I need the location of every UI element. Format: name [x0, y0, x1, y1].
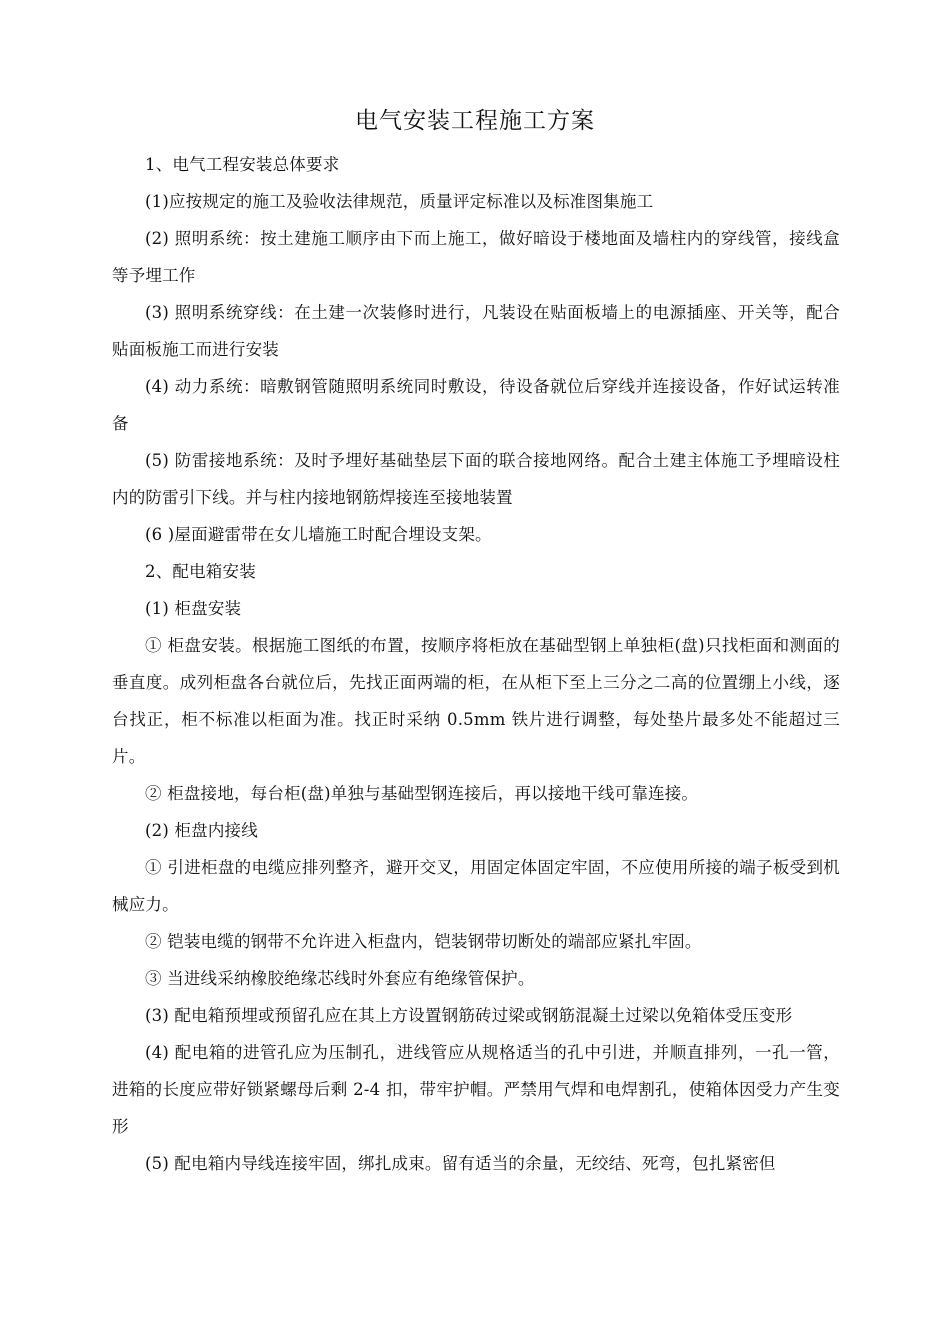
paragraph-cabinet-install-1: ① 柜盘安装。根据施工图纸的布置，按顺序将柜放在基础型钢上单独柜(盘)只找柜面和测面的垂直度。成列柜盘各台就位后，先找正面两端的柜，在从柜下至上三分之二高的位置绷上小线，逐台找正，柜不标准以柜面为准。找正时采纳 0.5mm 铁片进行调整，每处垫片最多处不能超过三片。 — [112, 636, 840, 766]
paragraph-cabinet-wiring-3: ③ 当进线采纳橡胶绝缘芯线时外套应有绝缘管保护。 — [145, 969, 535, 988]
paragraph-distribution-box-4: (4) 配电箱的进管孔应为压制孔，进线管应从规格适当的孔中引进，并顺直排列，一孔一管，进箱的长度应带好锁紧螺母后剩 2-4 扣，带牢护帽。严禁用气焊和电焊割孔，使箱体因受力产生变形 — [112, 1043, 840, 1136]
paragraph-item-6: (6 )屋面避雷带在女儿墙施工时配合埋设支架。 — [145, 525, 492, 544]
paragraph-section-2-heading: 2、配电箱安装 — [145, 562, 256, 581]
paragraph-cabinet-wiring-1: ① 引进柜盘的电缆应排列整齐，避开交叉，用固定体固定牢固，不应使用所接的端子板受到机械应力。 — [112, 858, 840, 914]
paragraph-item-3: (3) 照明系统穿线：在土建一次装修时进行，凡装设在贴面板墙上的电源插座、开关等，配合贴面板施工而进行安装 — [112, 303, 840, 359]
paragraph-cabinet-install-2: ② 柜盘接地，每台柜(盘)单独与基础型钢连接后，再以接地干线可靠连接。 — [145, 784, 699, 803]
paragraph-subheading-cabinet-wiring: (2) 柜盘内接线 — [145, 821, 258, 840]
paragraph-item-2: (2) 照明系统：按土建施工顺序由下而上施工，做好暗设于楼地面及墙柱内的穿线管，接线盒等予埋工作 — [112, 229, 840, 285]
paragraph-distribution-box-5: (5) 配电箱内导线连接牢固，绑扎成束。留有适当的余量，无绞结、死弯，包扎紧密但 — [145, 1154, 776, 1173]
paragraph-item-1: (1)应按规定的施工及验收法律规范，质量评定标准以及标准图集施工 — [145, 192, 654, 211]
document-body — [112, 146, 840, 1182]
document-title: 电气安装工程施工方案 — [355, 108, 595, 134]
paragraph-section-1-heading: 1、电气工程安装总体要求 — [145, 155, 340, 174]
paragraph-subheading-cabinet-install: (1) 柜盘安装 — [145, 599, 242, 618]
paragraph-item-5: (5) 防雷接地系统：及时予埋好基础垫层下面的联合接地网络。配合土建主体施工予埋暗设柱内的防雷引下线。并与柱内接地钢筋焊接连至接地装置 — [112, 451, 840, 507]
paragraph-cabinet-wiring-2: ② 铠装电缆的钢带不允许进入柜盘内，铠装钢带切断处的端部应紧扎牢固。 — [145, 932, 702, 951]
paragraph-distribution-box-3: (3) 配电箱预埋或预留孔应在其上方设置钢筋砖过梁或钢筋混凝土过梁以免箱体受压变形 — [145, 1006, 793, 1025]
paragraph-item-4: (4) 动力系统：暗敷钢管随照明系统同时敷设，待设备就位后穿线并连接设备，作好试运转准备 — [112, 377, 840, 433]
